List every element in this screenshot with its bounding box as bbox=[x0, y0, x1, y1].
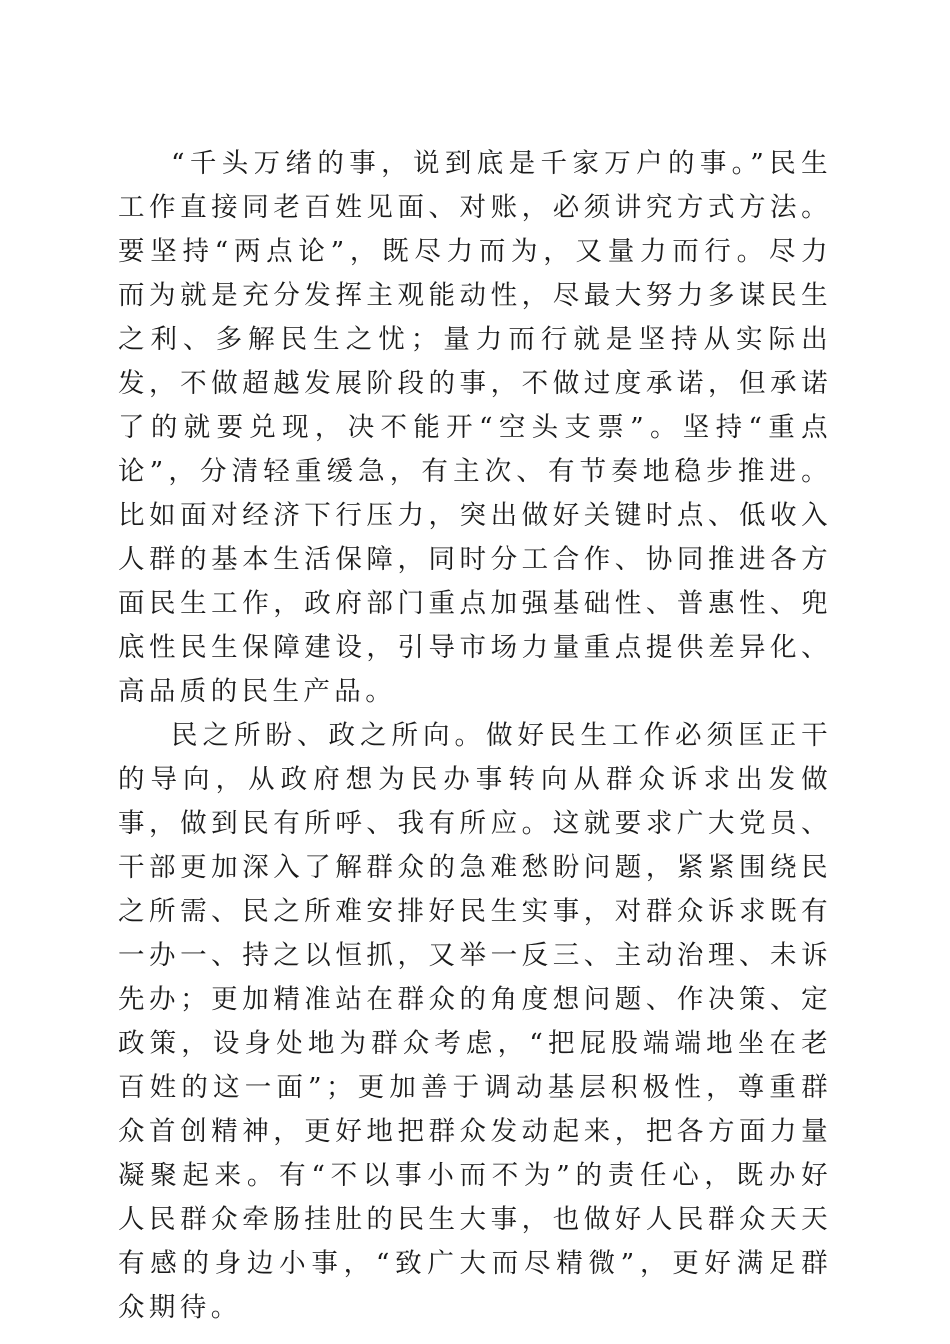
paragraph-1: “千头万绪的事，说到底是千家万户的事。”民生工作直接同老百姓见面、对账，必须讲究方式方法。要坚持“两点论”，既尽力而为，又量力而行。尽力而为就是充分发挥主观能动性，尽最大努力多谋民生之利、多解民生之忧；量力而行就是坚持从实际出发，不做超越发展阶段的事，不做过度承诺，但承诺了的就要兑现，决不能开“空头支票”。坚持“重点论”，分清轻重缓急，有主次、有节奏地稳步推进。比如面对经济下行压力，突出做好关键时点、低收入人群的基本生活保障，同时分工合作、协同推进各方面民生工作，政府部门重点加强基础性、普惠性、兜底性民生保障建设，引导市场力量重点提供差异化、高品质的民生产品。 bbox=[118, 148, 832, 707]
paragraph-2: 民之所盼、政之所向。做好民生工作必须匡正干的导向，从政府想为民办事转向从群众诉求出发做事，做到民有所呼、我有所应。这就要求广大党员、干部更加深入了解群众的急难愁盼问题，紧紧围绕民之所需、民之所难安排好民生实事，对群众诉求既有一办一、持之以恒抓，又举一反三、主动治理、未诉先办；更加精准站在群众的角度想问题、作决策、定政策，设身处地为群众考虑，“把屁股端端地坐在老百姓的这一面”；更加善于调动基层积极性，尊重群众首创精神，更好地把群众发动起来，把各方面力量凝聚起来。有“不以事小而不为”的责任心，既办好人民群众牵肠挂肚的民生大事，也做好人民群众天天有感的身边小事，“致广大而尽精微”，更好满足群众期待。 bbox=[118, 720, 832, 1323]
document-body bbox=[118, 142, 832, 1330]
